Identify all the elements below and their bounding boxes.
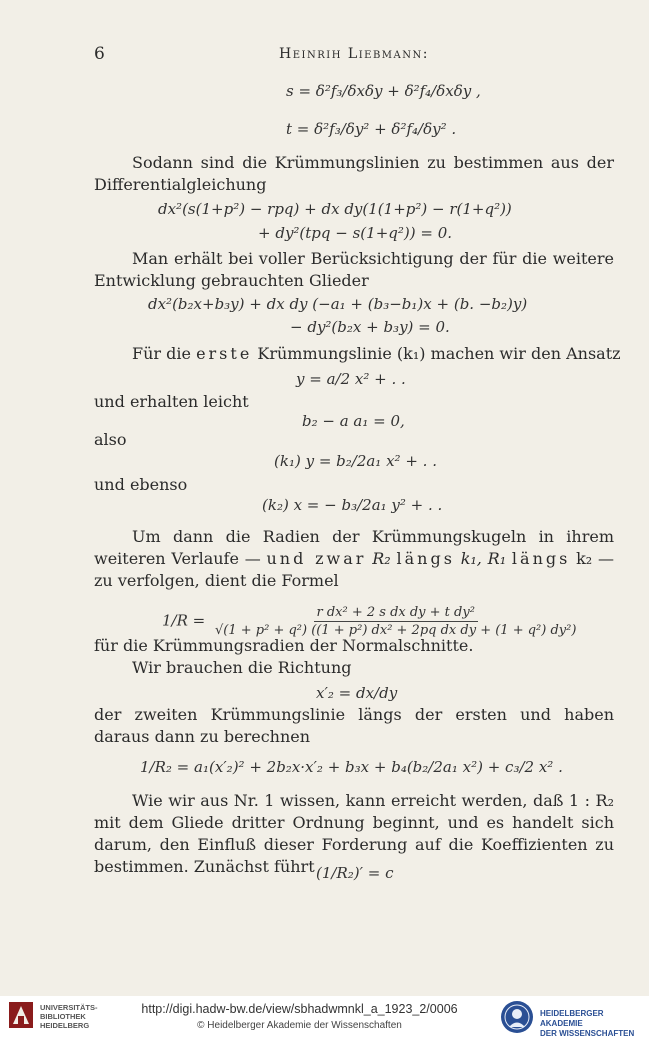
- university-library-logo[interactable]: [8, 1000, 128, 1034]
- equation-final: (1/R₂)′ = c: [316, 864, 394, 882]
- academy-logo[interactable]: [500, 1000, 646, 1038]
- erste-text-b: Krümmungslinie (k₁) machen wir den Ansatz: [257, 344, 621, 363]
- radien-text-d: k₂ — zu verfolgen, dient die Formel: [94, 549, 614, 590]
- equation-r2: 1/R₂ = a₁(x′₂)² + 2b₂x·x′₂ + b₃x + b₄(b₂/2a₁ x²) + c₃/2 x² .: [140, 758, 563, 776]
- equation-diff-line2: + dy²(tpq − s(1+q²)) = 0.: [258, 224, 453, 242]
- equation-t: t = δ²f₃/δy² + δ²f₄/δy² .: [286, 120, 457, 138]
- copyright-text: © Heidelberger Akademie der Wissenschaften: [197, 1020, 402, 1031]
- equation-ansatz: y = a/2 x² + . .: [296, 370, 406, 388]
- equation-k1: (k₁) y = b₂/2a₁ x² + . .: [274, 452, 437, 470]
- paragraph-wie-wir: Wie wir aus Nr. 1 wissen, kann erreicht werden, daß 1 : R₂ mit dem Gliede dritter Ordnung beginnt, und es handelt sich darum, den Einfluß dieser Forderung auf die Koeffizienten zu bestimmen. Zunächst führt: [94, 791, 614, 876]
- radien-spaced-2: längs: [396, 549, 455, 568]
- formel-fraction: [212, 604, 579, 639]
- academy-logo-line: DER WISSENSCHAFTEN: [540, 1029, 635, 1038]
- text-normalschnitte: für die Krümmungsradien der Normalschnitte.: [94, 636, 474, 655]
- radien-spaced-1: und zwar: [266, 549, 367, 568]
- formel-lhs: 1/R =: [162, 611, 206, 630]
- radien-spaced-3: längs: [511, 549, 571, 568]
- running-head: Heinrih Liebmann:: [279, 46, 429, 62]
- page-header: [94, 44, 614, 64]
- paragraph-man-erhaelt: Man erhält bei voller Berücksichtigung der für die weitere Entwicklung gebrauchten Glieder: [94, 249, 614, 290]
- footer-bar: [0, 996, 649, 1041]
- equation-s: s = δ²f₃/δxδy + δ²f₄/δxδy ,: [286, 82, 481, 100]
- erste-text-a: Für die: [132, 344, 191, 363]
- text-und-ebenso: und ebenso: [94, 475, 188, 494]
- paragraph-sodann: Sodann sind die Krümmungslinien zu bestimmen aus der Differentialgleichung: [94, 153, 614, 194]
- radien-r2: R₂: [372, 549, 391, 568]
- equation-x-prime: x′₂ = dx/dy: [316, 684, 398, 702]
- library-logo-line: UNIVERSITÄTS-: [40, 1003, 98, 1012]
- paragraph-erste: [132, 344, 621, 363]
- paragraph-zweite: der zweiten Krümmungslinie längs der ersten und haben daraus dann zu berechnen: [94, 705, 614, 746]
- radien-k1-r1: k₁, R₁: [460, 549, 507, 568]
- academy-logo-line: HEIDELBERGER AKADEMIE: [540, 1009, 604, 1028]
- page-number: 6: [94, 44, 105, 64]
- equation-glieder-line1: dx²(b₂x+b₃y) + dx dy (−a₁ + (b₃−b₁)x + (b. −b₂)y): [148, 295, 528, 313]
- text-richtung: Wir brauchen die Richtung: [132, 658, 352, 677]
- library-logo-line: HEIDELBERG: [40, 1021, 90, 1030]
- academy-seal-icon: [500, 1000, 534, 1034]
- formel-numerator: r dx² + 2 s dx dy + t dy²: [314, 604, 478, 622]
- paragraph-radien: [94, 526, 614, 592]
- erste-spaced: erste: [196, 344, 253, 363]
- academy-logo-text: [540, 1009, 646, 1039]
- text-und-erhalten: und erhalten leicht: [94, 392, 249, 411]
- source-url-link[interactable]: http://digi.hadw-bw.de/view/sbhadwmnkl_a_1923_2/0006: [141, 1002, 458, 1016]
- library-logo-line: BIBLIOTHEK: [40, 1012, 86, 1021]
- equation-formel: [162, 604, 581, 639]
- formel-denominator: √(1 + p² + q²) ((1 + p²) dx² + 2pq dx dy + (1 + q²) dy²): [215, 623, 577, 638]
- equation-glieder-line2: − dy²(b₂x + b₃y) = 0.: [290, 318, 450, 336]
- library-logo-icon: [8, 1000, 34, 1030]
- equation-k2: (k₂) x = − b₃/2a₁ y² + . .: [262, 496, 443, 514]
- library-logo-text: [40, 1003, 98, 1030]
- radien-text-a: Um dann die Radien der Krümmungskugeln in ihrem weiteren Verlaufe —: [94, 527, 614, 568]
- text-also: also: [94, 430, 127, 449]
- equation-diff-line1: dx²(s(1+p²) − rpq) + dx dy(1(1+p²) − r(1+q²)): [158, 200, 512, 218]
- equation-b2: b₂ − a a₁ = 0,: [302, 412, 405, 430]
